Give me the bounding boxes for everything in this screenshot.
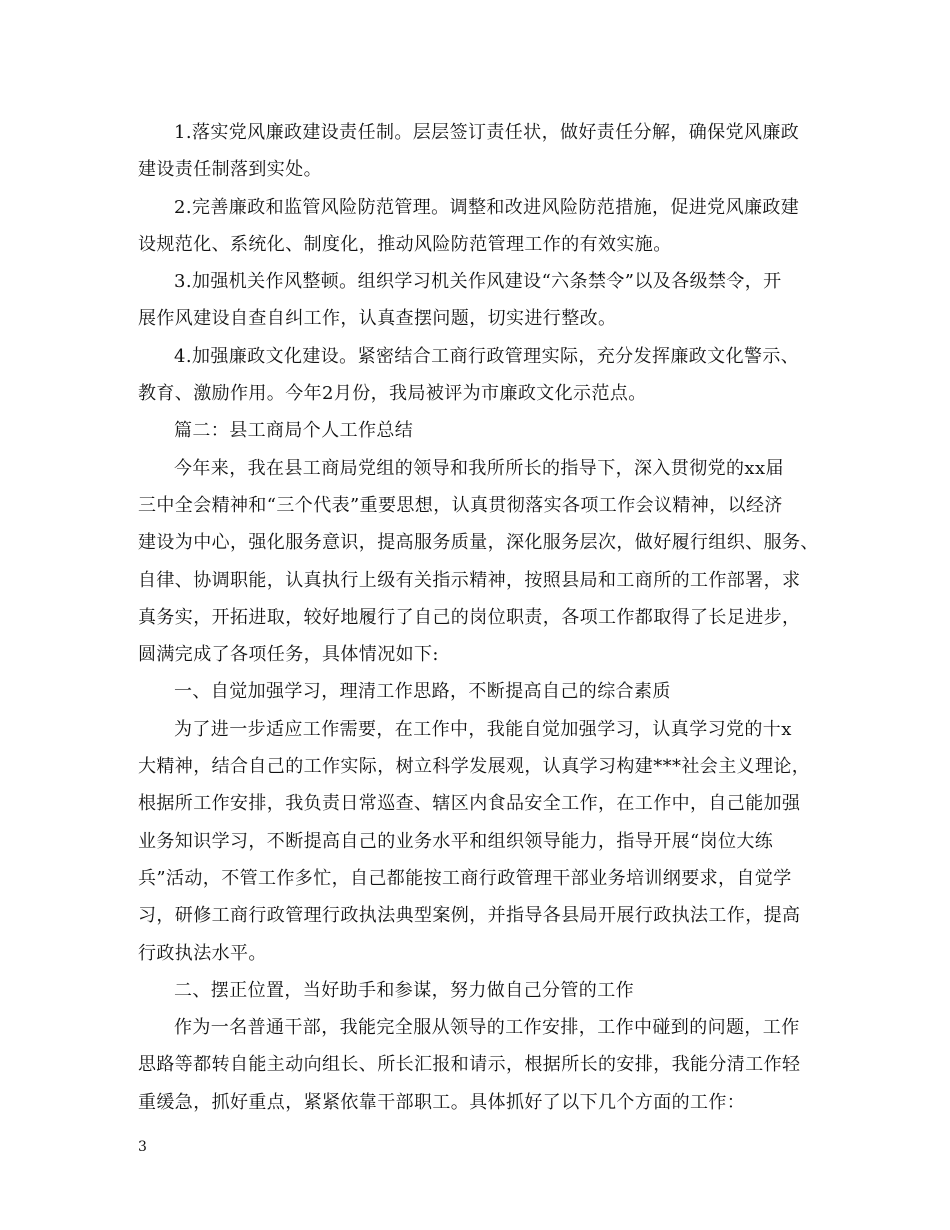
text-line: 圆满完成了各项任务，具体情况如下: (138, 644, 439, 666)
text-line: 建设责任制落到实处。 (138, 159, 322, 181)
text-line: 2.完善廉政和监管风险防范管理。调整和改进风险防范措施，促进党风廉政建 (174, 196, 800, 218)
text-line: 行政执法水平。 (138, 942, 267, 964)
text-line: 为了进一步适应工作需要，在工作中，我能自觉加强学习，认真学习党的十x (174, 718, 792, 740)
text-line: 习，研修工商行政管理行政执法典型案例，并指导各县局开展行政执法工作，提高 (138, 905, 801, 927)
document-body (138, 114, 818, 1121)
text-line: 大精神，结合自己的工作实际，树立科学发展观，认真学习构建***社会主义理论， (138, 756, 811, 778)
page-number: 3 (138, 1139, 147, 1155)
text-line: 自律、协调职能，认真执行上级有关指示精神，按照县局和工商所的工作部署，求 (138, 569, 801, 591)
text-line: 业务知识学习，不断提高自己的业务水平和组织领导能力，指导开展“岗位大练 (138, 830, 774, 852)
text-line: 作为一名普通干部，我能完全服从领导的工作安排，工作中碰到的问题，工作 (174, 1017, 800, 1039)
text-line: 篇二：县工商局个人工作总结 (174, 420, 414, 442)
text-line: 展作风建设自查自纠工作，认真查摆问题，切实进行整改。 (138, 308, 617, 330)
text-line: 真务实，开拓进取，较好地履行了自己的岗位职责，各项工作都取得了长足进步， (138, 606, 801, 628)
text-line: 一、自觉加强学习，理清工作思路，不断提高自己的综合素质 (174, 681, 671, 703)
text-line: 建设为中心，强化服务意识，提高服务质量，深化服务层次，做好履行组织、服务、 (138, 532, 819, 554)
text-line: 三中全会精神和“三个代表”重要思想，认真贯彻落实各项工作会议精神，以经济 (138, 494, 783, 516)
text-line: 3.加强机关作风整顿。组织学习机关作风建设“六条禁令”以及各级禁令，开 (174, 271, 782, 293)
text-line: 今年来，我在县工商局党组的领导和我所所长的指导下，深入贯彻党的xx届 (174, 457, 784, 479)
text-line: 1.落实党风廉政建设责任制。层层签订责任状，做好责任分解，确保党风廉政 (174, 122, 800, 143)
text-line: 兵”活动，不管工作多忙，自己都能按工商行政管理干部业务培训纲要求，自觉学 (138, 867, 792, 889)
text-line: 思路等都转自能主动向组长、所长汇报和请示，根据所长的安排，我能分清工作轻 (138, 1054, 801, 1076)
text-line: 二、摆正位置，当好助手和参谋，努力做自己分管的工作 (174, 979, 634, 1001)
text-line: 重缓急，抓好重点，紧紧依靠干部职工。具体抓好了以下几个方面的工作： (138, 1091, 746, 1113)
text-line: 根据所工作安排，我负责日常巡查、辖区内食品安全工作，在工作中，自己能加强 (138, 793, 801, 815)
text-line: 教育、激励作用。今年2月份，我局被评为市廉政文化示范点。 (138, 383, 647, 405)
text-line: 设规范化、系统化、制度化，推动风险防范管理工作的有效实施。 (138, 233, 672, 255)
text-line: 4.加强廉政文化建设。紧密结合工商行政管理实际，充分发挥廉政文化警示、 (174, 345, 800, 367)
